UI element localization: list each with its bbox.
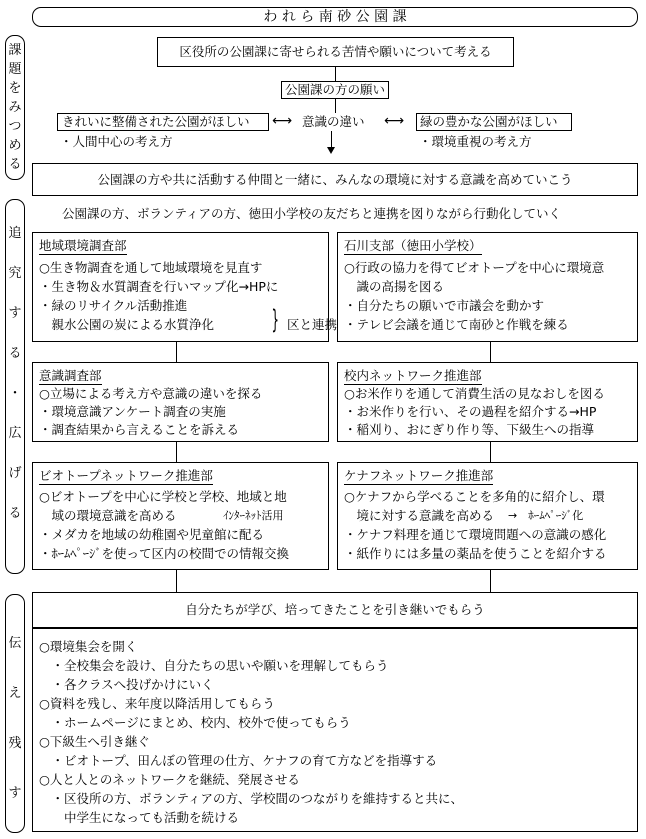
detail-line: ・ホームページにまとめ、校内、校外で使ってもらう — [39, 715, 351, 730]
dept-line: ・ケナフ料理を通じて環境問題への意識の感化 — [344, 527, 607, 542]
dept-line: ・テレビ会議を通じて南砂と作戦を練る — [344, 317, 569, 332]
connector — [335, 99, 336, 113]
dept-line: ・自分たちの願いで市議会を動かす — [344, 298, 545, 313]
dept-line: ○立場による考え方や意識の違いを探る — [39, 386, 263, 401]
left-wish: きれいに整備された公園がほしい — [62, 114, 250, 129]
detail-line: ・各クラスへ投げかけにいく — [39, 677, 214, 692]
detail-line: ○人と人とのネットワークを継続、発展させる — [39, 772, 300, 787]
right-wish-box — [416, 113, 572, 131]
dept-box-school-network — [337, 362, 638, 442]
detail-line: ○資料を残し、来年度以降活用してもらう — [39, 696, 275, 711]
arrow-left-right-icon: ⟷ — [384, 113, 405, 129]
section-label-char: つ — [8, 119, 22, 134]
section-label-2 — [5, 199, 25, 574]
handover-detail-box — [32, 628, 638, 832]
dept-line: ・紙作りには多量の薬品を使うことを紹介する — [344, 546, 607, 561]
section-label-char: 伝 — [8, 636, 22, 651]
awareness-gap: 意識の違い — [302, 114, 365, 129]
detail-line: ・全校集会を設け、自分たちの思いや願いを理解してもらう — [39, 658, 389, 673]
dept-box-biotope-network — [32, 462, 329, 570]
dept-line: ・お米作りを行い、その過程を紹介する→HP — [344, 404, 597, 419]
wish-label-box — [281, 81, 389, 99]
section-label-char: 残 — [8, 736, 22, 751]
section-label-char: げ — [8, 466, 22, 481]
detail-line: ・ビオトープ、田んぼの管理の仕方、ケナフの育て方などを指導する — [39, 753, 438, 768]
dept-line: ・緑のリサイクル活動推進 — [39, 298, 188, 313]
connector — [176, 342, 177, 362]
connector — [176, 442, 177, 462]
dept-line: ○生き物調査を通して地域環境を見直す — [39, 260, 263, 275]
left-note: ・人間中心の考え方 — [60, 134, 173, 149]
section-label-char: す — [8, 786, 22, 801]
dept-line: ○行政の協力を得てビオトープを中心に環境意 — [344, 260, 605, 275]
detail-line: ○環境集会を開く — [39, 639, 138, 654]
inline-note: → ﾎｰﾑﾍﾟｰｼﾞ化 — [508, 509, 584, 522]
right-wish: 緑の豊かな公園がほしい — [420, 114, 558, 129]
title-banner — [32, 7, 638, 27]
goal-text: 公園課の方や共に活動する仲間と一緒に、みんなの環境に対する意識を高めていこう — [97, 172, 573, 187]
dept-line: ○ケナフから学べることを多角的に紹介し、環 — [344, 489, 605, 504]
connector — [176, 570, 177, 592]
dept-line: 域の環境意識を高める — [39, 508, 177, 523]
section-label-char: み — [8, 100, 22, 115]
detail-line: ○下級生へ引き継ぐ — [39, 734, 150, 749]
bracket-note: 区と連携 — [287, 317, 338, 332]
issue-text: 区役所の公園課に寄せられる苦情や願いについて考える — [179, 44, 492, 59]
connector — [490, 570, 491, 592]
goal-box — [32, 163, 638, 196]
section-label-1 — [5, 35, 25, 180]
detail-line: ・区役所の方、ボランティアの方、学校間のつながりを維持すると共に、 — [39, 791, 464, 806]
dept-box-awareness-survey — [32, 362, 329, 442]
dept-title: 校内ネットワーク推進部 — [344, 368, 482, 383]
dept-title: 意識調査部 — [39, 368, 102, 383]
dept-box-ishikawa — [337, 232, 638, 342]
section-label-char: 課 — [8, 43, 22, 58]
arrow-down-icon — [327, 147, 335, 154]
connector — [490, 442, 491, 462]
detail-line: 中学生になっても活動を続ける — [39, 810, 240, 825]
section-label-char: 究 — [8, 266, 22, 281]
inline-note: ｲﾝﾀｰﾈｯﾄ活用 — [223, 509, 284, 522]
section-label-char: 広 — [8, 426, 22, 441]
section-label-3 — [5, 594, 25, 833]
section-label-char: る — [8, 157, 22, 172]
arrow-left-right-icon: ⟷ — [272, 113, 293, 129]
handover-text: 自分たちが学び、培ってきたことを引き継いでもらう — [185, 602, 485, 617]
dept-line: ・ﾎｰﾑﾍﾟｰｼﾞを使って区内の校間での情報交換 — [39, 546, 290, 561]
page-title: わ れ ら 南 砂 公 園 課 — [263, 9, 407, 25]
left-wish-box — [57, 113, 269, 131]
issue-box — [157, 37, 514, 67]
section-label-char: を — [8, 81, 22, 96]
dept-title: ビオトープネットワーク推進部 — [39, 468, 213, 483]
dept-line: ・環境意識アンケート調査の実施 — [39, 404, 226, 419]
dept-line: 境に対する意識を高める — [344, 508, 495, 523]
dept-box-kenaf-network — [337, 462, 638, 570]
section-label-char: 追 — [8, 226, 22, 241]
connector — [335, 67, 336, 81]
dept-line: ・生き物＆水質調査を行いマップ化→HPに — [39, 279, 279, 294]
dept-line: ・メダカを地域の幼稚園や児童館に配る — [39, 527, 265, 542]
dept-line: 識の高揚を図る — [344, 279, 445, 294]
dept-line: ・稲刈り、おにぎり作り等、下級生への指導 — [344, 422, 595, 437]
section-label-char: え — [8, 686, 22, 701]
handover-box — [32, 592, 638, 628]
action-intro: 公園課の方、ボランティアの方、徳田小学校の友だちと連携を図りながら行動化していく — [62, 206, 562, 221]
wish-label: 公園課の方の願い — [284, 82, 385, 97]
section-label-char: め — [8, 138, 22, 153]
dept-line: 親水公園の炭による水質浄化 — [39, 317, 215, 332]
section-label-char: 題 — [8, 62, 22, 77]
connector — [331, 131, 332, 147]
dept-box-regional-survey — [32, 232, 338, 342]
dept-line: ○お米作りを通して消費生活の見なおしを図る — [344, 386, 605, 401]
section-label-char: す — [8, 306, 22, 321]
dept-title: 地域環境調査部 — [39, 238, 127, 253]
dept-title: 石川支部（徳田小学校） — [344, 238, 482, 253]
right-note: ・環境重視の考え方 — [419, 134, 532, 149]
connector — [490, 342, 491, 362]
dept-line: ○ビオトープを中心に学校と学校、地域と地 — [39, 489, 287, 504]
section-label-char: ・ — [8, 386, 22, 401]
dept-line: ・調査結果から言えることを訴える — [39, 422, 240, 437]
section-label-char: る — [8, 506, 22, 521]
dept-title: ケナフネットワーク推進部 — [344, 468, 494, 483]
section-label-char: る — [8, 346, 22, 361]
bracket-icon: } — [271, 305, 279, 335]
